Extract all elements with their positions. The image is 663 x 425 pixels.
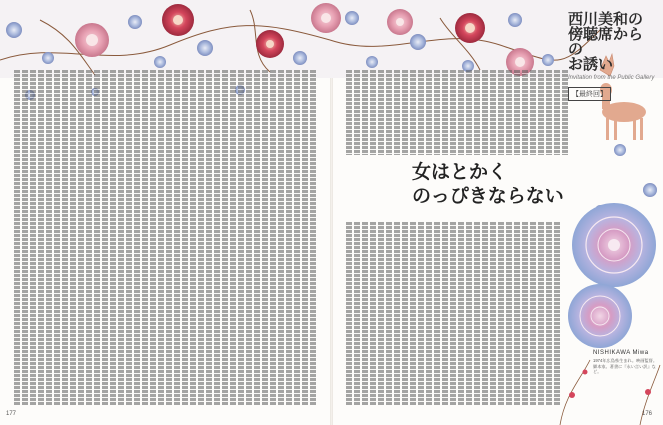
right-page-upper-text [346,70,571,155]
series-title-line1: 西川美和の [568,10,644,28]
page-number-left: 177 [6,411,17,417]
right-page-lower-text [346,222,561,405]
left-page-body-text [14,70,322,405]
page-number-right: 176 [642,411,653,417]
author-name: NISHIKAWA Miwa [593,350,649,356]
series-title-line3: お誘い [568,55,614,73]
author-profile [593,350,657,375]
headline-line1: 女はとかく [412,161,508,183]
series-title-line2: 傍聴席からの [568,25,644,58]
headline-line2: のっぴきならない [412,185,564,207]
article-headline [412,160,582,208]
large-roses [568,203,656,348]
final-issue-badge: 【最終回】 [568,87,611,101]
series-title [568,12,656,72]
series-subtitle: Invitation from the Public Gallery [568,75,655,81]
series-title-block [568,12,656,101]
author-bio: 1974年広島県生まれ。映画監督。脚本家。著書に『永い言い訳』など。 [593,358,658,375]
